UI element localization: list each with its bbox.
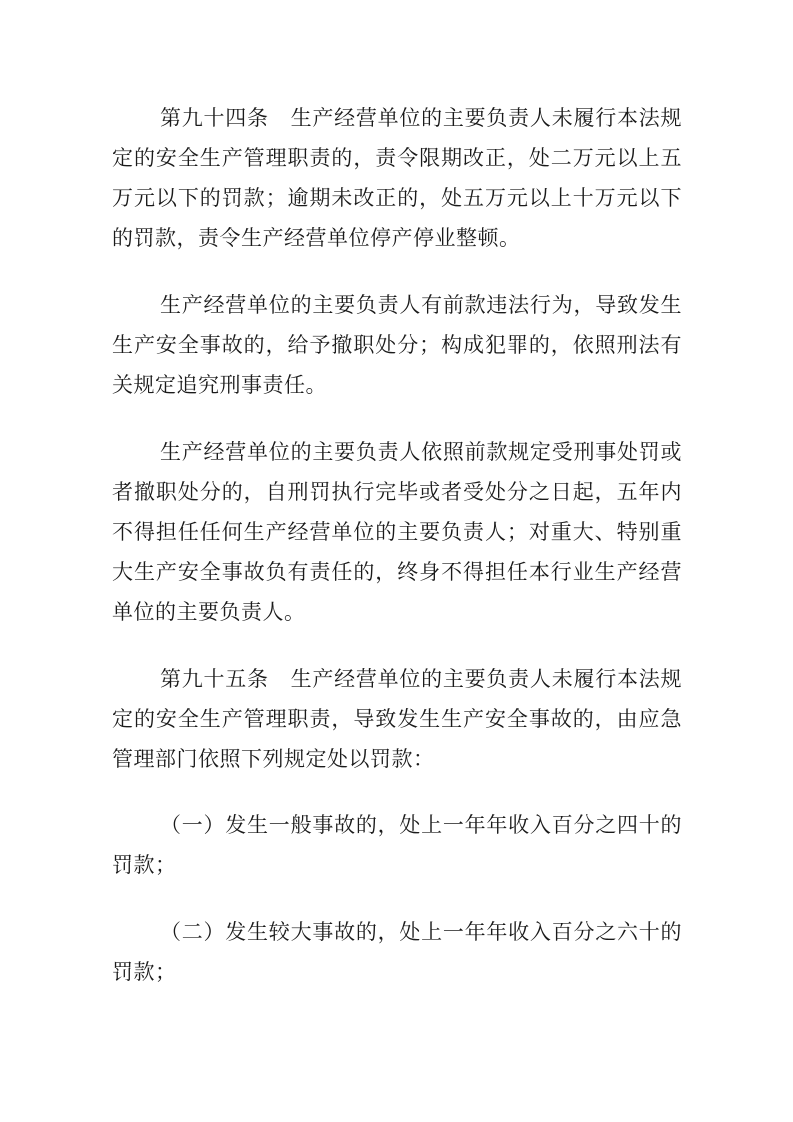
- general-accident-fine-item: （一）发生一般事故的，处上一年年收入百分之四十的罚款；: [112, 813, 682, 877]
- disqualification-paragraph: 生产经营单位的主要负责人依照前款规定受刑事处罚或者撤职处分的，自刑罚执行完毕或者受处分之日起，五年内不得担任任何生产经营单位的主要负责人；对重大、特别重大生产安全事故负有责任的，终身不得担任本行业生产经营单位的主要负责人。: [112, 440, 682, 624]
- criminal-liability-paragraph: 生产经营单位的主要负责人有前款违法行为，导致发生生产安全事故的，给予撤职处分；构成犯罪的，依照刑法有关规定追究刑事责任。: [112, 293, 682, 397]
- article-94-paragraph: 第九十四条 生产经营单位的主要负责人未履行本法规定的安全生产管理职责的，责令限期改正，处二万元以上五万元以下的罚款；逾期未改正的，处五万元以上十万元以下的罚款，责令生产经营单位停产停业整顿。: [112, 106, 682, 250]
- major-accident-fine-item: （二）发生较大事故的，处上一年年收入百分之六十的罚款；: [112, 920, 682, 984]
- article-95-paragraph: 第九十五条 生产经营单位的主要负责人未履行本法规定的安全生产管理职责，导致发生生产安全事故的，由应急管理部门依照下列规定处以罚款：: [112, 667, 682, 771]
